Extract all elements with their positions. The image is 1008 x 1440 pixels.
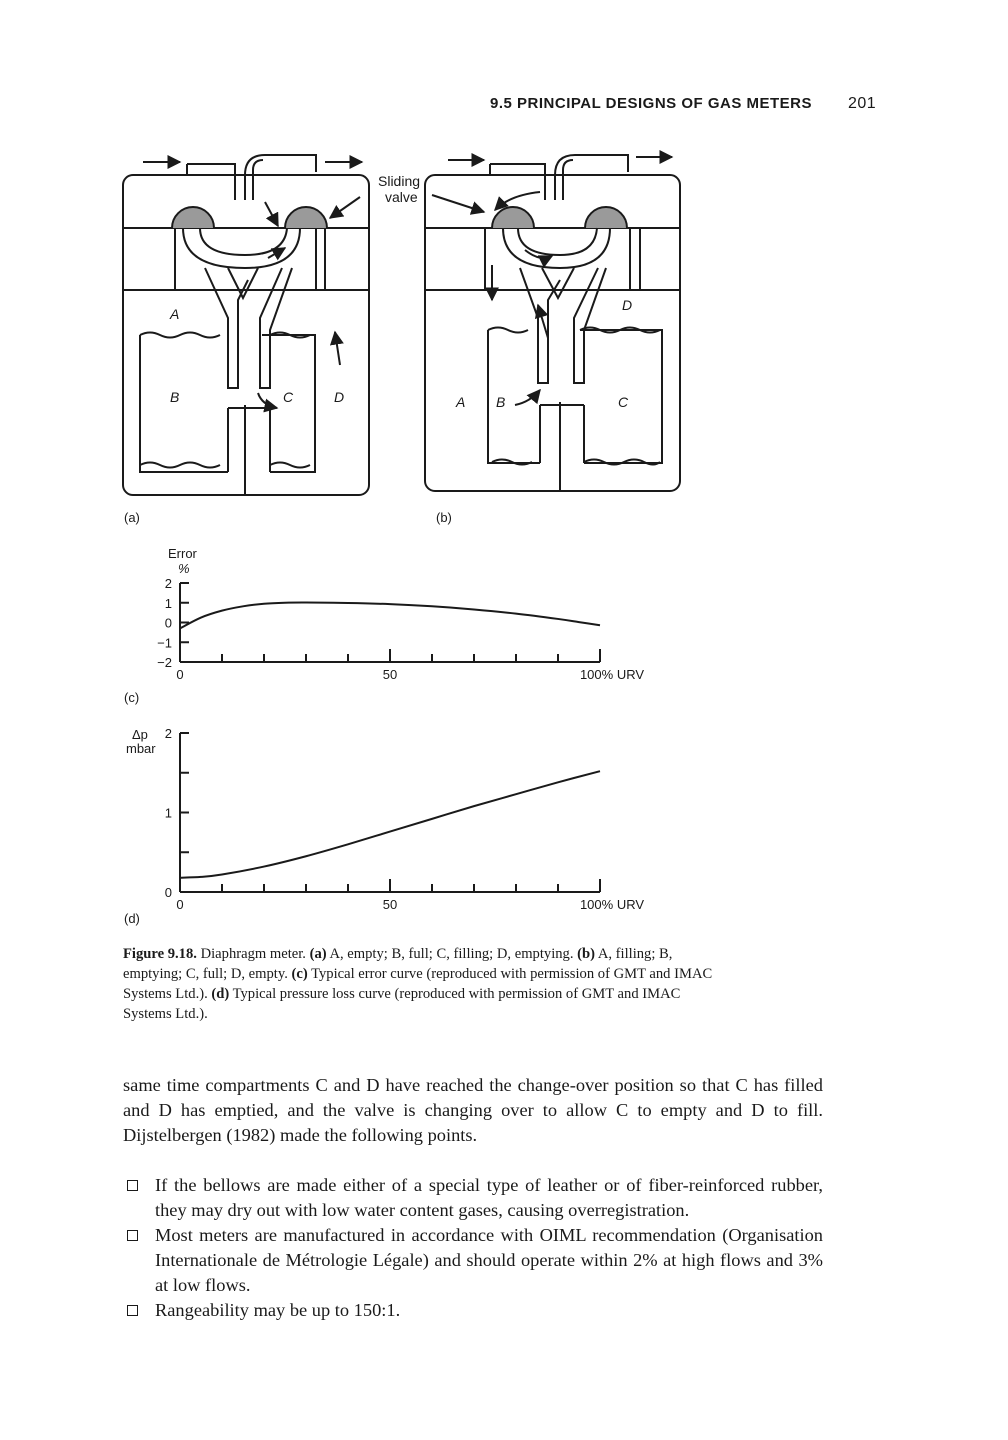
panel-label-c: (c): [124, 690, 140, 705]
y-tick-label: 0: [164, 615, 172, 631]
caption-d-text: Typical pressure loss curve (reproduced with permission of GMT and IMAC Systems Ltd.).: [123, 986, 681, 1022]
body-paragraph: same time compartments C and D have reached the change-over position so that C has filled and D has emptied, and the valve is changing over to allow C to empty and D to fill. Dijstelbergen (1982) made the following points.: [123, 1075, 823, 1145]
bullet-item: [123, 1173, 823, 1223]
series-line: [180, 771, 600, 878]
caption-b-tag: (b): [577, 946, 595, 962]
error-curve-chart: [0, 540, 1008, 715]
diagram-a-label-C: C: [283, 389, 294, 405]
x-tick-label: 100% URV: [579, 667, 645, 682]
diagram-b-label-D: D: [622, 297, 633, 313]
panel-label-a: (a): [124, 510, 140, 525]
chart-c-ylabel-line2: %: [178, 561, 190, 576]
diaphragm-meter-diagrams: [0, 0, 1008, 540]
caption-c-text: Typical error curve (reproduced with permission of GMT and IMAC Systems Ltd.).: [123, 966, 713, 1002]
bullet-item: [123, 1223, 823, 1298]
bullet-item: [123, 1298, 823, 1323]
panel-label-b: (b): [436, 510, 452, 525]
bullet-text: If the bellows are made either of a special type of leather or of fiber-reinforced rubber, they may dry out with low water content gases, causing overregistration.: [155, 1175, 823, 1220]
y-tick-label: 1: [164, 595, 172, 611]
page-number: 201: [848, 95, 877, 112]
y-tick-label: 2: [164, 576, 172, 591]
y-tick-label: −2: [157, 655, 172, 670]
diagram-b-label-B: B: [496, 394, 506, 410]
diagram-a-label-A: A: [170, 306, 180, 322]
caption-a-tag: (a): [309, 946, 327, 962]
running-header: 9.5 PRINCIPAL DESIGNS OF GAS METERS: [490, 95, 812, 112]
series-line: [180, 603, 600, 629]
diagram-a: [123, 155, 369, 495]
checkbox-bullet-icon: [127, 1230, 138, 1241]
x-tick-label: 0: [176, 897, 184, 912]
figure-caption: [123, 944, 723, 1024]
panel-label-d: (d): [124, 911, 140, 926]
caption-a-text: A, empty; B, full; C, filling; D, emptying.: [326, 946, 578, 962]
caption-figure-number: Figure 9.18.: [123, 946, 197, 962]
bullet-list: [123, 1173, 823, 1323]
caption-b-text: A, filling; B, emptying; C, full; D, empty.: [123, 946, 673, 982]
chart-c-ylabel-line1: Error: [168, 546, 197, 561]
x-tick-label: 100% URV: [579, 897, 645, 912]
y-tick-label: 2: [164, 726, 172, 741]
checkbox-bullet-icon: [127, 1305, 138, 1316]
checkbox-bullet-icon: [127, 1180, 138, 1191]
y-tick-label: 1: [164, 805, 172, 821]
caption-intro: Diaphragm meter.: [196, 946, 310, 962]
chart-d-ylabel-line2: mbar: [126, 741, 156, 756]
diagram-b-label-C: C: [618, 394, 629, 410]
diagram-b: [425, 155, 680, 491]
x-tick-label: 0: [176, 667, 184, 682]
diagram-b-label-A: A: [456, 394, 466, 410]
chart-d-ylabel-line1: Δp: [132, 727, 148, 742]
x-tick-label: 50: [382, 897, 398, 912]
callout-sliding: Sliding: [378, 173, 421, 189]
bullet-text: Most meters are manufactured in accordance with OIML recommendation (Organisation Internationale de Métrologie Légale) and should operate within 2% at high flows and 3% at low flows.: [155, 1225, 823, 1295]
y-tick-label: −1: [157, 635, 172, 651]
diagram-a-label-D: D: [334, 389, 345, 405]
diagram-a-label-B: B: [170, 389, 180, 405]
y-tick-label: 0: [164, 885, 172, 900]
callout-valve: valve: [385, 189, 418, 205]
caption-c-tag: (c): [291, 966, 308, 982]
x-tick-label: 50: [382, 667, 398, 682]
pressure-loss-chart: [0, 715, 1008, 930]
bullet-text: Rangeability may be up to 150:1.: [155, 1300, 401, 1320]
caption-d-tag: (d): [211, 986, 230, 1002]
